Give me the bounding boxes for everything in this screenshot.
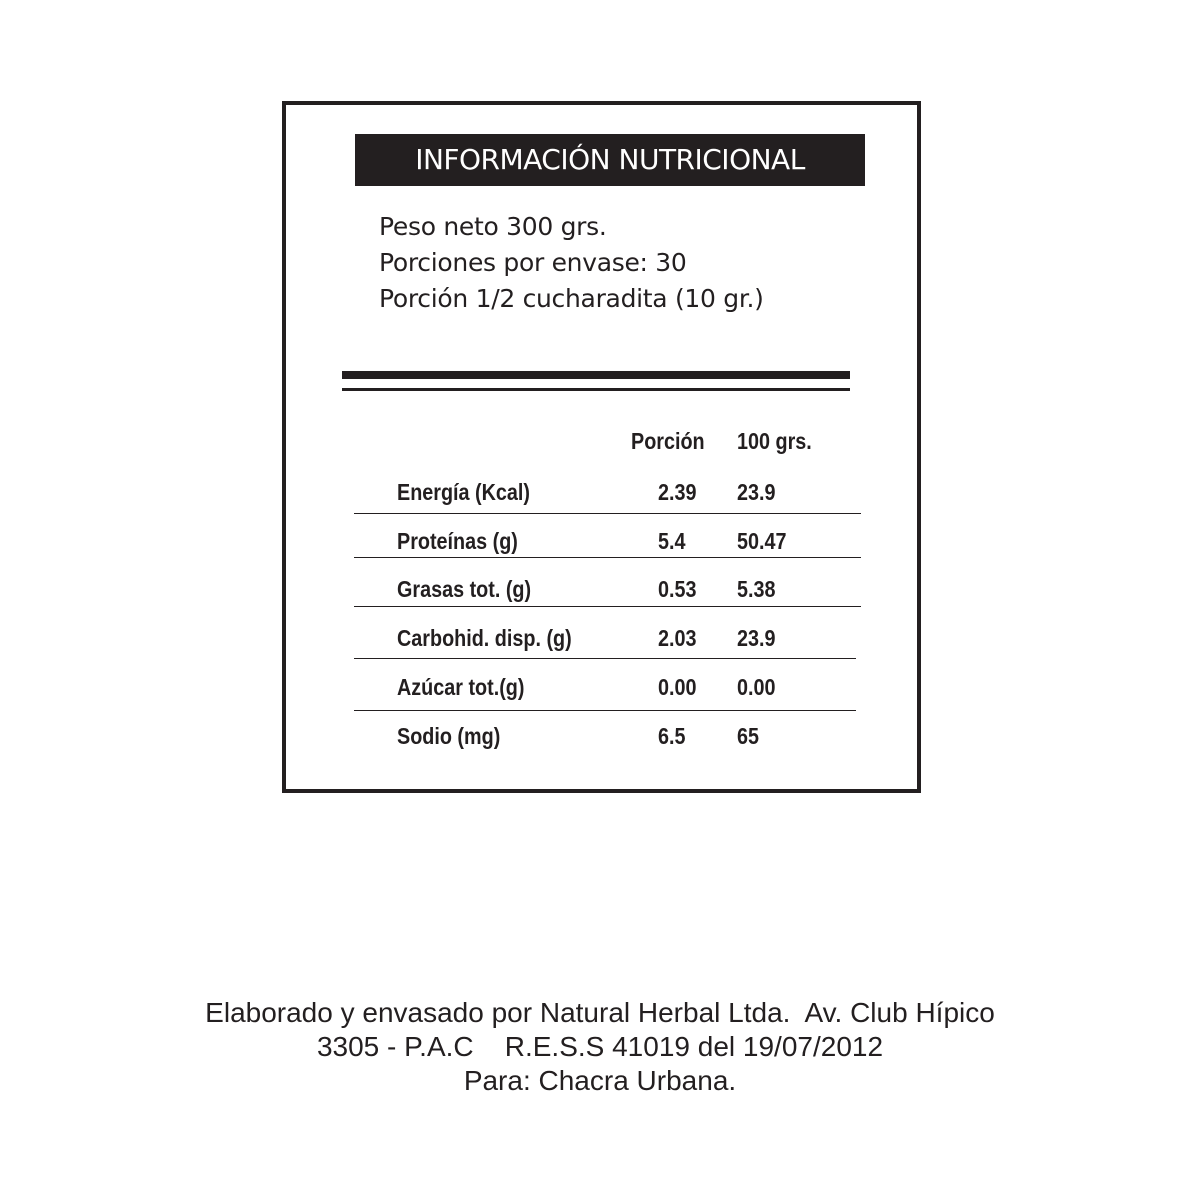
- value-portion: 2.39: [658, 479, 697, 505]
- thin-divider: [342, 388, 850, 391]
- nutrition-label: [282, 101, 921, 793]
- column-header-portion: Porción: [631, 428, 705, 454]
- value-100g: 50.47: [737, 528, 787, 554]
- value-portion: 0.00: [658, 674, 697, 700]
- row-divider: [354, 557, 861, 558]
- value-portion: 6.5: [658, 723, 686, 749]
- footer-line: Para: Chacra Urbana.: [463, 1065, 737, 1096]
- servings-per-container: Porciones por envase: 30: [379, 248, 687, 277]
- manufacturer-info: [0, 996, 1200, 1098]
- row-divider: [354, 513, 861, 514]
- thick-divider: [342, 371, 850, 379]
- value-100g: 23.9: [737, 479, 776, 505]
- value-portion: 0.53: [658, 576, 697, 602]
- product-info: [379, 209, 764, 317]
- nutrient-name: Carbohid. disp. (g): [397, 625, 572, 651]
- value-100g: 0.00: [737, 674, 776, 700]
- serving-size: Porción 1/2 cucharadita (10 gr.): [379, 284, 764, 313]
- nutrient-name: Grasas tot. (g): [397, 576, 532, 602]
- column-header-100g: 100 grs.: [737, 428, 812, 454]
- label-title: INFORMACIÓN NUTRICIONAL: [355, 134, 865, 186]
- value-100g: 23.9: [737, 625, 776, 651]
- value-portion: 2.03: [658, 625, 697, 651]
- footer-line: Elaborado y envasado por Natural Herbal Ltda. Av. Club Hípico: [205, 997, 995, 1028]
- nutrient-name: Proteínas (g): [397, 528, 518, 554]
- nutrient-name: Energía (Kcal): [397, 479, 531, 505]
- row-divider: [354, 658, 856, 659]
- nutrient-name: Azúcar tot.(g): [397, 674, 525, 700]
- value-100g: 5.38: [737, 576, 776, 602]
- footer-line: 3305 - P.A.C R.E.S.S 41019 del 19/07/2012: [316, 1031, 884, 1062]
- value-100g: 65: [737, 723, 760, 749]
- row-divider: [354, 606, 861, 607]
- row-divider: [354, 710, 856, 711]
- nutrient-name: Sodio (mg): [397, 723, 501, 749]
- net-weight: Peso neto 300 grs.: [379, 212, 607, 241]
- value-portion: 5.4: [658, 528, 686, 554]
